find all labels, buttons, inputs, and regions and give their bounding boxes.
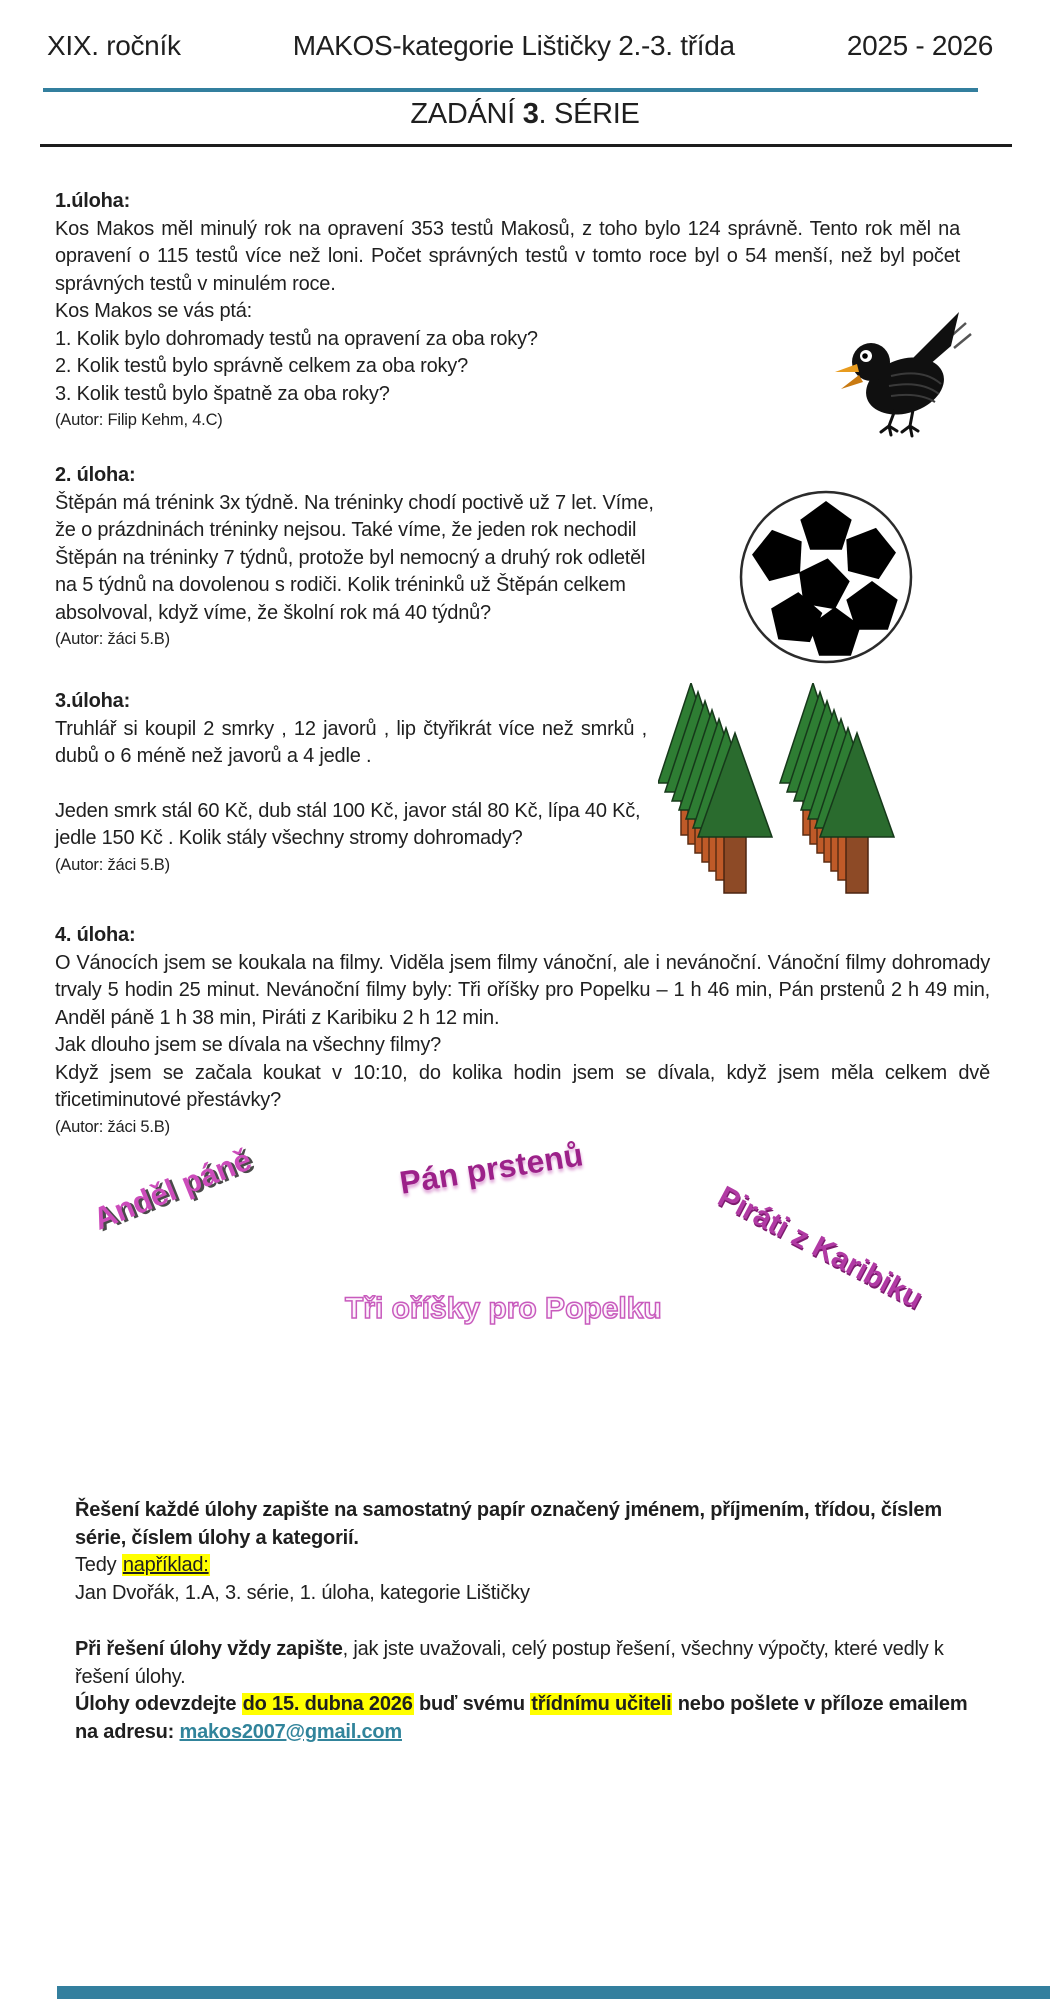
- wordart-tri-orisky-pro-popelku: Tři oříšky pro Popelku: [345, 1292, 662, 1325]
- header-edition: XIX. ročník: [47, 30, 181, 61]
- task-2-author: (Autor: žáci 5.B): [55, 630, 170, 648]
- soccer-ball-icon: [737, 488, 915, 666]
- task-2-text: Štěpán má trénink 3x týdně. Na tréninky chodí poctivě už 7 let. Víme, že o prázdninách tréninky nejsou. Také víme, že jeden rok nechodil Štěpán na tréninky 7 týdnů, protože byl nemocný a druhý rok odletěl na 5 týdnů na dovolenou s rodiči. Kolik tréninků už Štěpán celkem absolvoval, když víme, že školní rok má 40 týdnů?: [55, 491, 654, 624]
- series-heading: [0, 98, 1050, 131]
- task-1: [55, 188, 960, 433]
- task-4-heading: 4. úloha:: [55, 924, 136, 946]
- task-4-question-2: Když jsem se začala koukat v 10:10, do kolika hodin jsem se dívala, když jsem měla celkem dvě třicetiminutové přestávky?: [55, 1061, 990, 1111]
- instr-submit: [75, 1691, 987, 1746]
- task-3-text-1: Truhlář si koupil 2 smrky , 12 javorů , lip čtyřikrát více než smrků , dubů o 6 méně než javorů a 4 jedle .: [55, 717, 647, 767]
- header: [47, 30, 993, 62]
- task-3-author: (Autor: žáci 5.B): [55, 855, 170, 874]
- instr-write-bold: Při řešení úlohy vždy zapište: [75, 1638, 343, 1660]
- task-2: [55, 462, 655, 652]
- task-4-question-1: Jak dlouho jsem se dívala na všechny filmy?: [55, 1034, 442, 1056]
- task-1-question-1: 1. Kolik bylo dohromady testů na opravení za oba roky?: [55, 327, 538, 350]
- task-1-question-2: 2. Kolik testů bylo správně celkem za oba roky?: [55, 355, 469, 377]
- task-3: [55, 688, 647, 878]
- instr-submit-prefix: Úlohy odevzdejte: [75, 1693, 242, 1715]
- instr-example-prefix: Tedy: [75, 1554, 122, 1576]
- task-3-heading: 3.úloha:: [55, 690, 131, 712]
- email-link[interactable]: makos2007@gmail.com: [179, 1720, 402, 1743]
- header-title: MAKOS-kategorie Lištičky 2.-3. třída: [292, 30, 735, 61]
- task-4: [55, 922, 990, 1140]
- wordart-pan-prstenu: Pán prstenů: [397, 1136, 586, 1201]
- instr-example-line: Jan Dvořák, 1.A, 3. série, 1. úloha, kategorie Lištičky: [75, 1581, 530, 1604]
- instructions: [75, 1497, 987, 1746]
- tree-cluster-1: [658, 683, 772, 893]
- instr-example-highlight: například:: [122, 1554, 209, 1576]
- series-prefix: ZADÁNÍ: [410, 98, 523, 130]
- task-3-text-2: Jeden smrk stál 60 Kč, dub stál 100 Kč, javor stál 80 Kč, lípa 40 Kč, jedle 150 Kč . Kolik stály všechny stromy dohromady?: [55, 799, 641, 849]
- trees-icon: [658, 683, 898, 903]
- task-1-question-3: 3. Kolik testů bylo špatně za oba roky?: [55, 382, 390, 405]
- instr-solution: Řešení každé úlohy zapište na samostatný papír označený jménem, příjmením, třídou, číslem série, číslem úlohy a kategorií.: [75, 1499, 942, 1549]
- blackbird-icon: [833, 298, 973, 443]
- task-1-author: (Autor: Filip Kehm, 4.C): [55, 411, 223, 429]
- instr-submit-date-highlight: do 15. dubna 2026: [242, 1693, 413, 1715]
- tree-cluster-2: [780, 683, 894, 893]
- wordart-andel-pane: Anděl páně: [88, 1141, 257, 1237]
- series-number: 3: [522, 98, 539, 130]
- instr-example-label: [75, 1552, 987, 1580]
- task-1-text: Kos Makos měl minulý rok na opravení 353 testů Makosů, z toho bylo 124 správně. Tento rok měl na opravení o 115 testů více než loni. Počet správných testů v tomto roce byl o 54 menší, než byl počet správných testů v minulém roce.: [55, 217, 960, 295]
- task-1-intro: Kos Makos se vás ptá:: [55, 300, 253, 322]
- task-2-heading: 2. úloha:: [55, 464, 136, 486]
- task-1-heading: 1.úloha:: [55, 190, 131, 212]
- instr-submit-mid: buď svému: [413, 1693, 531, 1715]
- instr-write-rest: , jak jste uvažovali, celý postup řešení, všechny výpočty, které vedly k řešení úlohy.: [75, 1638, 944, 1688]
- instr-submit-teacher-highlight: třídnímu učiteli: [531, 1693, 672, 1715]
- task-4-author: (Autor: žáci 5.B): [55, 1117, 170, 1136]
- instr-submit-suffix: nebo pošlete v příloze emailem na adresu:: [75, 1693, 968, 1743]
- series-divider: [40, 144, 1012, 147]
- header-years: 2025 - 2026: [846, 30, 993, 61]
- footer-bar: [57, 1986, 1050, 1999]
- header-divider: [43, 88, 978, 92]
- wordart-pirati-z-karibiku: Piráti z Karibiku: [712, 1179, 929, 1316]
- series-suffix: . SÉRIE: [538, 98, 640, 130]
- task-4-text-1: O Vánocích jsem se koukala na filmy. Viděla jsem filmy vánoční, ale i nevánoční. Vánoční filmy dohromady trvaly 5 hodin 25 minut. Nevánoční filmy byly: Tři oříšky pro Popelku – 1 h 46 min, Pán prstenů 2 h 49 min, Anděl páně 1 h 38 min, Piráti z Karibiku 2 h 12 min.: [55, 951, 990, 1029]
- instr-write: [75, 1636, 987, 1691]
